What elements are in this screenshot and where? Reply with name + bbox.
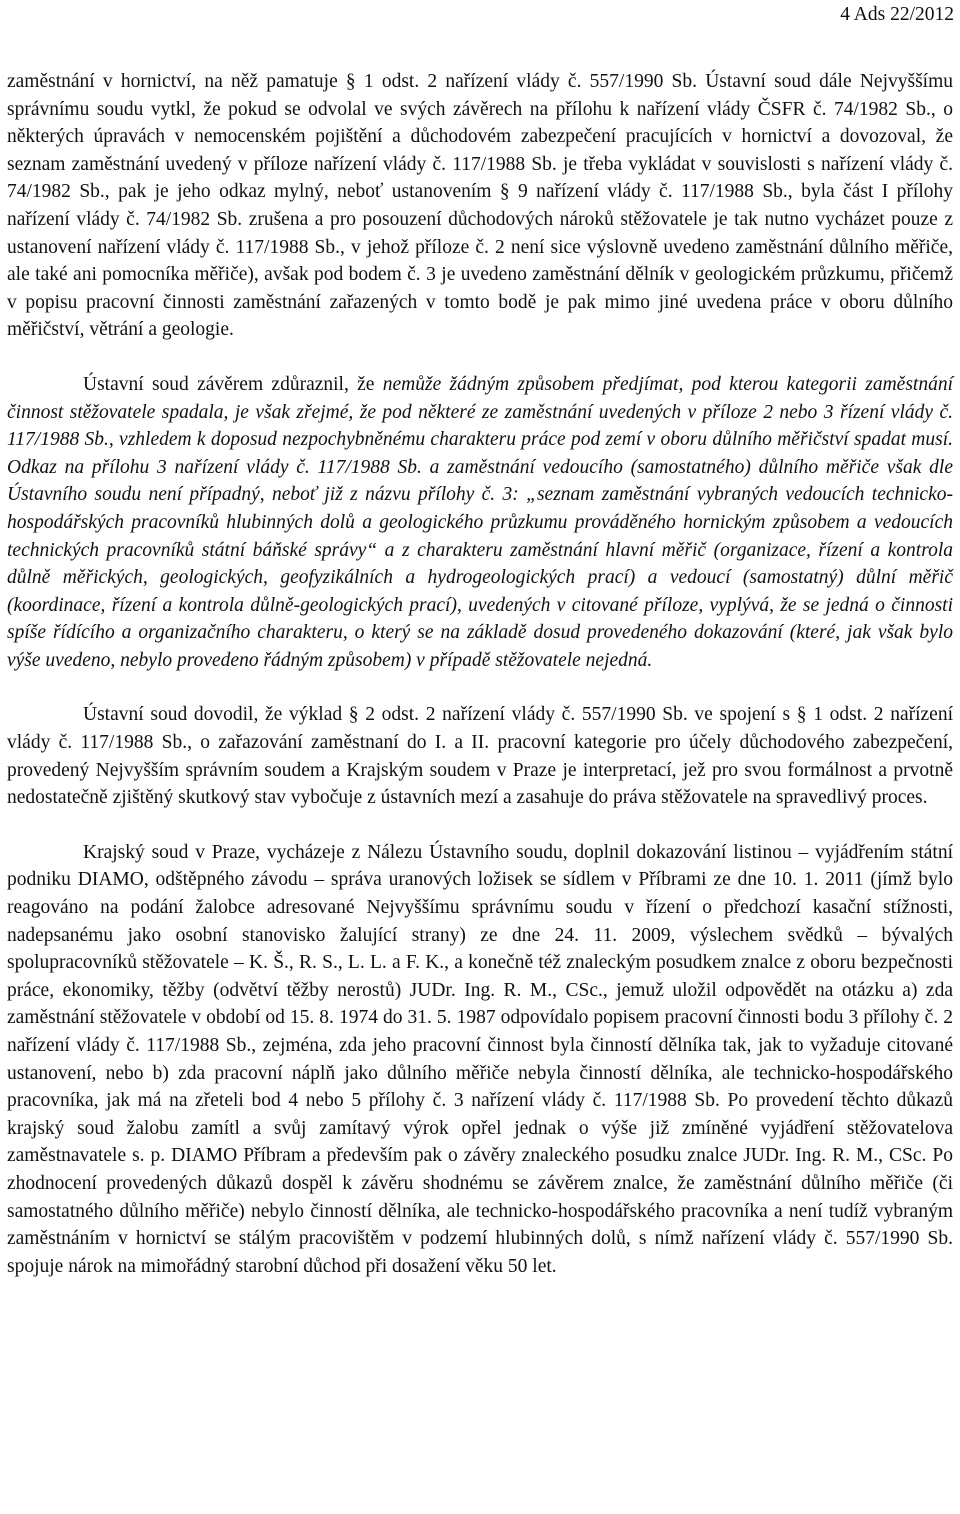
paragraph-regional-court: Krajský soud v Praze, vycházeje z Nálezu Ústavního soudu, doplnil dokazování listinou – vyjádřením státní podniku DIAMO, odštěpného závodu – správa uranových ložisek se sídlem v Příbrami ze dne 10. 1. 2011 (jímž bylo reagováno na podání žalobce adresované Nejvyššímu správnímu soudu v řízení o předchozí kasační stížnosti, nadepsanému jako osobní stanovisko žalující strany) ze dne 24. 11. 2009, výslechem svědků – bývalých spolupracovníků stěžovatele – K. Š., R. S., L. L. a F. K., a konečně též znaleckým posudkem znalce z oboru bezpečnosti práce, ekonomiky, těžby (odvětví těžby nerostů) JUDr. Ing. R. M., CSc., jemuž uložil odpovědět na otázku a) zda zaměstnání stěžovatele v období od 15. 8. 1974 do 31. 5. 1987 odpovídalo popisem pracovní činnosti bodu 3 přílohy č. 2 nařízení vlády č. 117/1988 Sb., zejména, zda jeho pracovní činnost byla činností dělníka tak, jak to vyžaduje citované ustanovení, nebo b) zda pracovní náplň jako důlního měřiče nebyla činností dělníka, ale technicko-hospodářského pracovníka, jak má na zřeteli bod 4 nebo 5 přílohy č. 3 nařízení vlády č. 117/1988 Sb. Po provedení těchto důkazů krajský soud žalobu zamítl a svůj zamítavý výrok opřel jednak o výše již zmíněné vyjádření stěžovatelova zaměstnavatele s. p. DIAMO Příbram a především pak o závěry znaleckého posudku znalce JUDr. Ing. R. M., CSc. Po zhodnocení provedených důkazů dospěl k závěru shodnému se závěrem znalce, že zaměstnání důlního měřiče (či samostatného důlního měřiče) nebylo činností dělníka, ale technicko-hospodářského pracovníka a není tudíž vybraným zaměstnáním v hornictví se stálým pracovištěm v podzemí hlubinných dolů, s nímž nařízení vlády č. 557/1990 Sb. spojuje nárok na mimořádný starobní důchod při dosažení věku 50 let. [7, 841, 953, 1277]
paragraph-italic-quotation: nemůže žádným způsobem předjímat, pod kterou kategorii zaměstnání činnost stěžovatele spadala, je však zřejmé, že pod některé ze zaměstnání uvedených v příloze 2 nebo 3 řízení vlády č. 117/1988 Sb., vzhledem k doposud nezpochybněnému charakteru práce pod zemí v oboru důlního měřičství spadat musí. Odkaz na přílohu 3 nařízení vlády č. 117/1988 Sb. a zaměstnání vedoucího (samostatného) důlního měřiče však dle Ústavního soudu není případný, neboť již z názvu přílohy č. 3: „seznam zaměstnání vybraných vedoucích technicko-hospodářských pracovníků hlubinných dolů a geologického průzkumu prováděného hornickým způsobem a vedoucích technických pracovníků státní báňské správy“ a z charakteru zaměstnání hlavní měřič (organizace, řízení a kontrola důlně měřických, geologických, geofyzikálních a hydrogeologických prací) a vedoucí (samostatný) důlní měřič (koordinace, řízení a kontrola důlně-geologických prací), uvedených v citované příloze, vyplývá, že se jedná o činnosti spíše řídícího a organizačního charakteru, o který se na základě dosud provedeného dokazování (které, jak však bylo výše uvedeno, nebylo provedeno řádným způsobem) v případě stěžovatele nejedná. [7, 373, 953, 671]
paragraph-constitutional-court-objections: zaměstnání v hornictví, na něž pamatuje § 1 odst. 2 nařízení vlády č. 557/1990 Sb. Ústavní soud dále Nejvyššímu správnímu soudu vytkl, že pokud se odvolal ve svých závěrech na přílohu k nařízení vlády ČSFR č. 74/1982 Sb., o některých úpravách v nemocenském pojištění a důchodovém zabezpečení pracujících v hornictví a dovozoval, že seznam zaměstnání uvedený v příloze nařízení vlády č. 117/1988 Sb. je třeba vykládat v souvislosti s nařízení vlády č. 74/1982 Sb., pak je jeho odkaz mylný, neboť ustanovením § 9 nařízení vlády č. 117/1988 Sb., byla část I přílohy nařízení vlády č. 74/1982 Sb. zrušena a pro posouzení důchodových nároků stěžovatele je tak nutno vycházet pouze z ustanovení nařízení vlády č. 117/1988 Sb., v jehož příloze č. 2 není sice výslovně uvedeno zaměstnání důlního měřiče, ale také ani pomocníka měřiče), avšak pod bodem č. 3 je uvedeno zaměstnání dělník v geologickém průzkumu, přičemž v popisu pracovní činnosti zaměstnání zařazených v tomto bodě je pak mimo jiné uvedena práce v oboru důlního měřičství, větrání a geologie. [7, 71, 953, 341]
paragraph-constitutional-court-conclusion [7, 371, 953, 675]
paragraph-interpretation: Ústavní soud dovodil, že výklad § 2 odst. 2 nařízení vlády č. 557/1990 Sb. ve spojení s § 1 odst. 2 nařízení vlády č. 117/1988 Sb., o zařazování zaměstnaní do I. a II. pracovní kategorie pro účely důchodového zabezpečení, provedený Nejvyšším správním soudem a Krajským soudem v Praze je interpretací, jež pro svou formálnost a prvotně nedostatečně zjištěný skutkový stav vybočuje z ústavních mezí a zasahuje do práva stěžovatele na spravedlivý proces. [7, 704, 953, 809]
document-body [7, 68, 953, 1280]
paragraph-lead-in: Ústavní soud závěrem zdůraznil, že [83, 373, 383, 395]
case-number: 4 Ads 22/2012 [840, 4, 954, 25]
